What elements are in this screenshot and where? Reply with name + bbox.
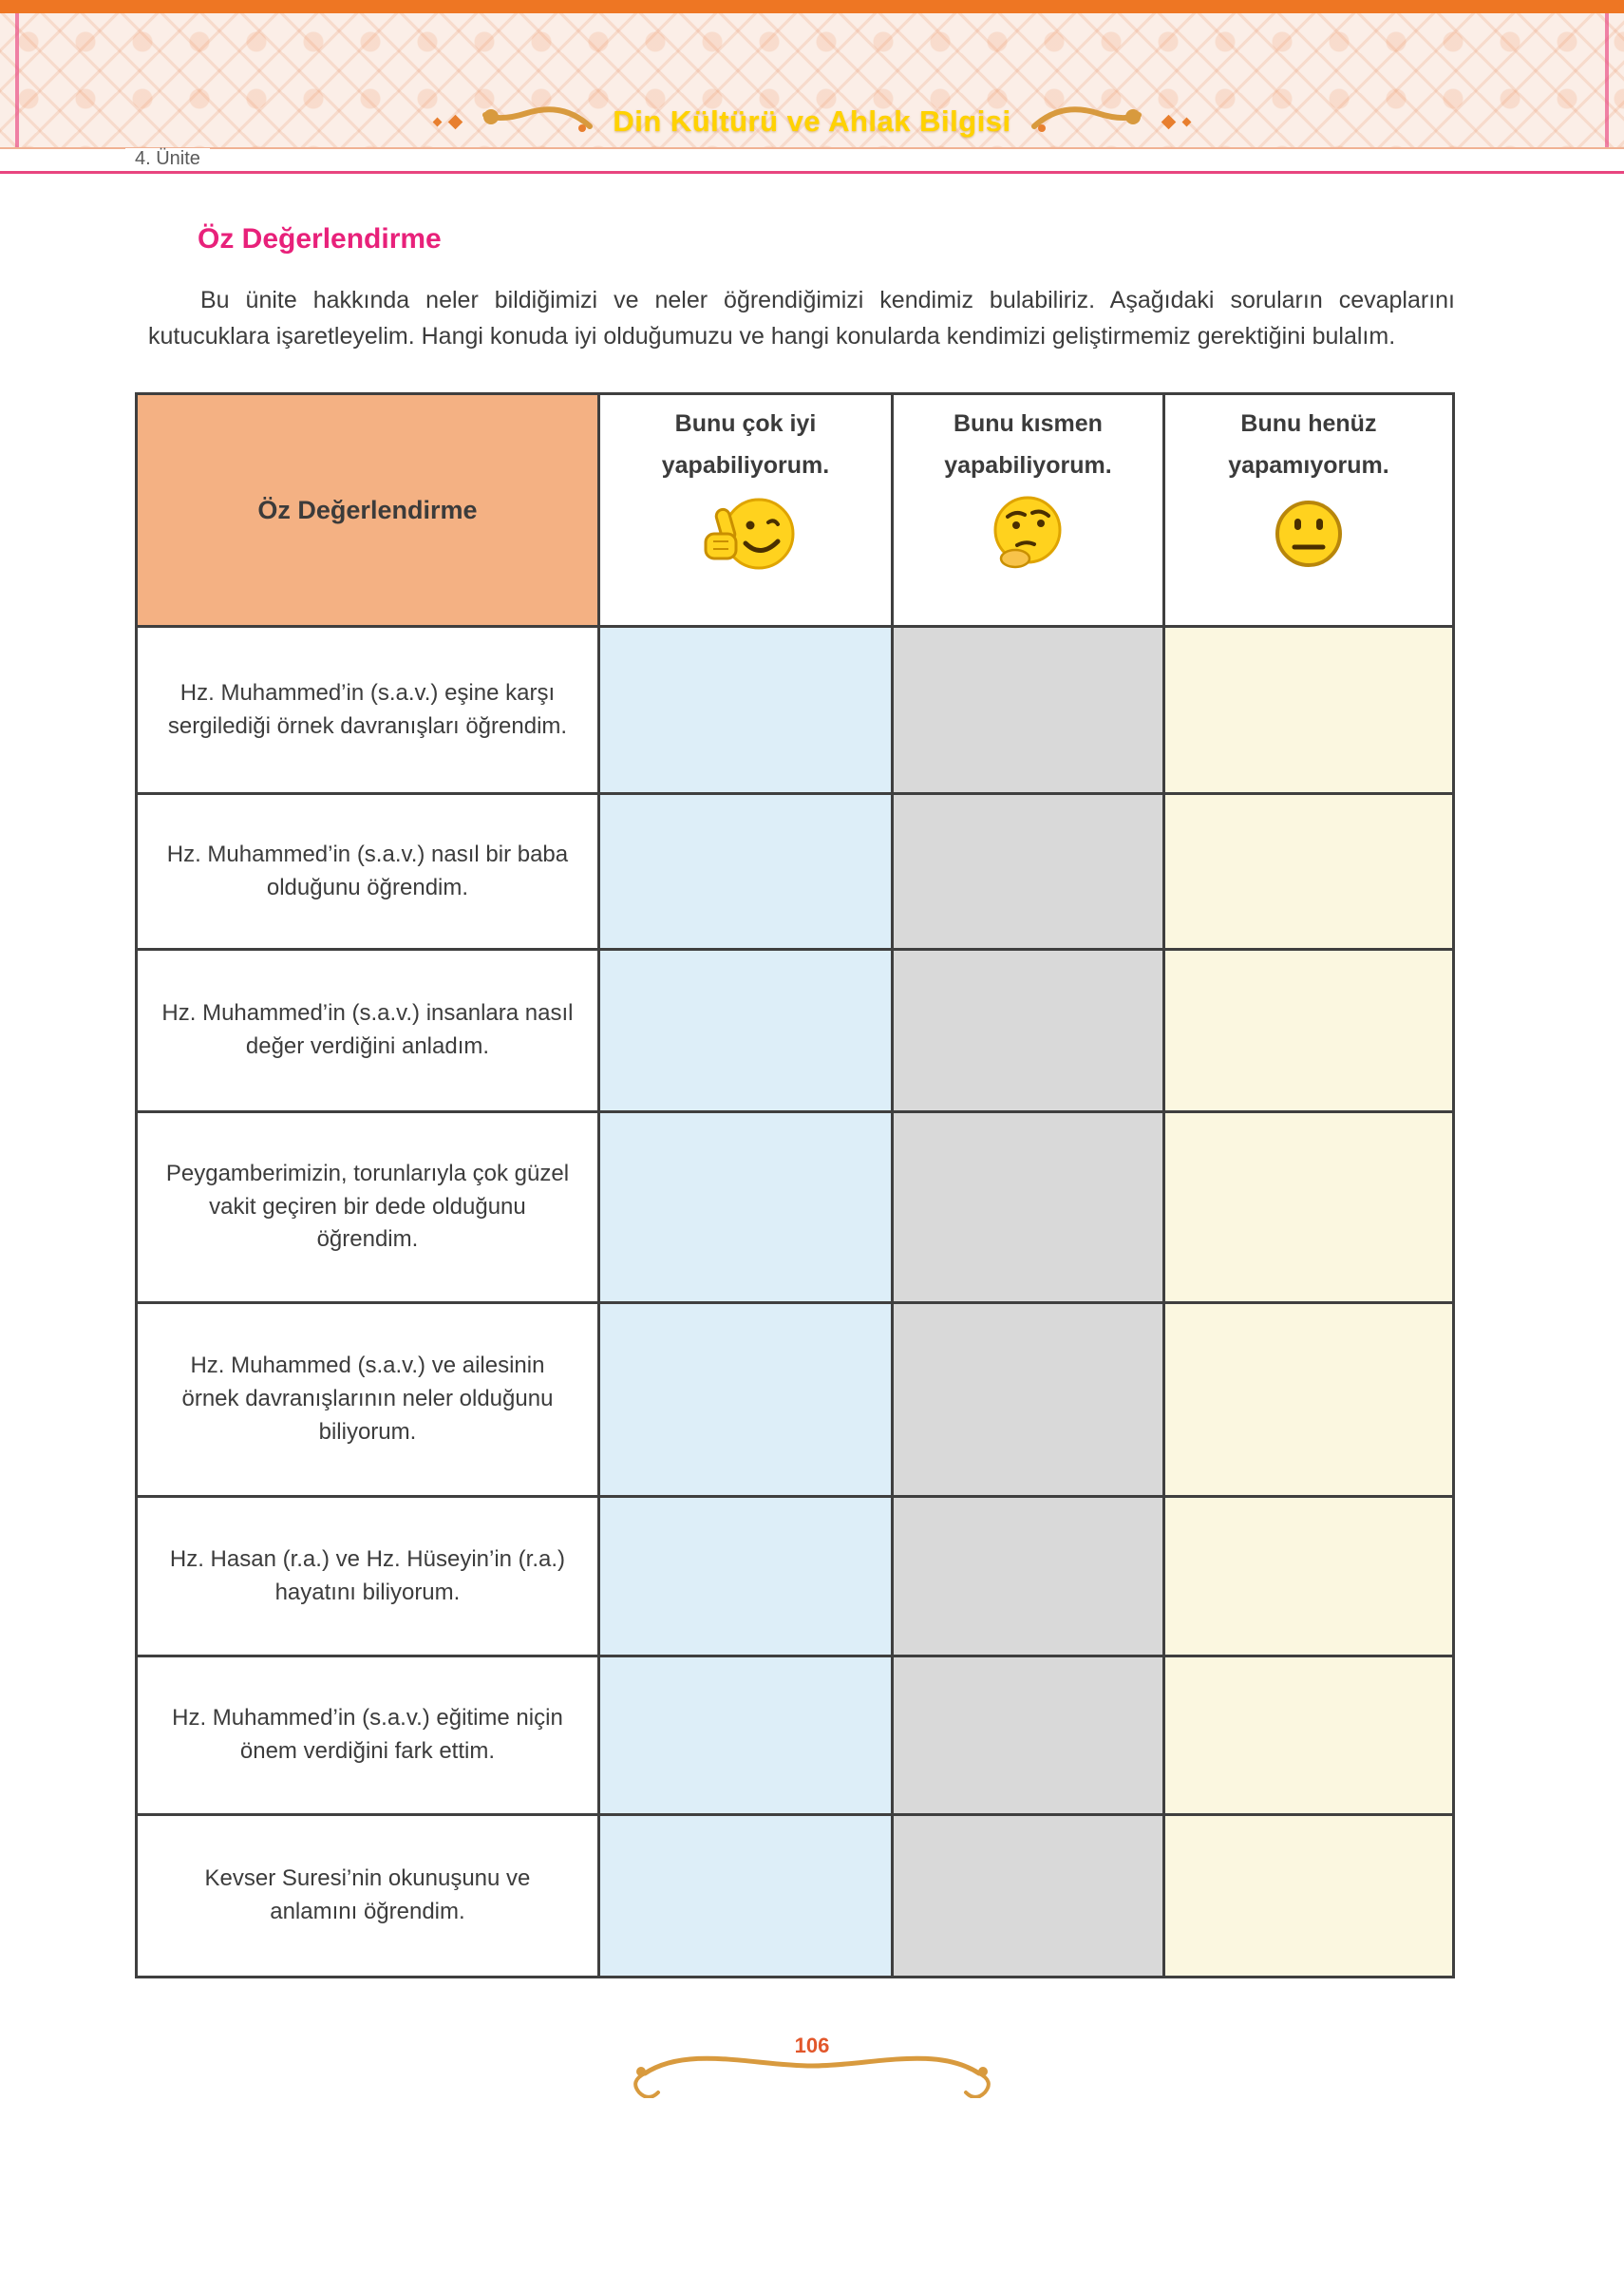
table-corner-header: Öz Değerlendirme	[137, 394, 599, 627]
page-content	[0, 223, 1624, 1978]
page-number: 106	[794, 2034, 830, 2057]
statement-cell: Hz. Hasan (r.a.) ve Hz. Hüseyin’in (r.a.) hayatını biliyorum.	[137, 1497, 599, 1656]
statement-cell: Hz. Muhammed’in (s.a.v.) eşine karşı sergilediği örnek davranışları öğrendim.	[137, 627, 599, 794]
table-row	[137, 1112, 1454, 1303]
statement-cell: Kevser Suresi’nin okunuşunu ve anlamını öğrendim.	[137, 1815, 599, 1978]
swirl-ornament-right	[1030, 100, 1144, 143]
table-row	[137, 950, 1454, 1112]
statement-cell: Peygamberimizin, torunlarıyla çok güzel vakit geçiren bir dede olduğunu öğrendim.	[137, 1112, 599, 1303]
answer-cell-good[interactable]	[598, 1815, 892, 1978]
page-footer	[613, 2028, 1011, 2098]
column-header-notyet	[1163, 394, 1453, 627]
unit-label: 4. Ünite	[125, 148, 210, 170]
column-header-partly	[893, 394, 1164, 627]
self-evaluation-table	[135, 392, 1455, 1978]
band-title-row	[0, 100, 1624, 143]
table-row	[137, 794, 1454, 950]
answer-cell-notyet[interactable]	[1163, 1112, 1453, 1303]
answer-cell-notyet[interactable]	[1163, 950, 1453, 1112]
answer-cell-good[interactable]	[598, 627, 892, 794]
diamond-ornament-right	[1163, 117, 1190, 127]
answer-cell-partly[interactable]	[893, 627, 1164, 794]
top-orange-bar	[0, 0, 1624, 13]
section-title: Öz Değerlendirme	[198, 223, 442, 255]
unit-row	[0, 149, 1624, 181]
column-header-partly-line2: yapabiliyorum.	[944, 451, 1112, 479]
answer-cell-good[interactable]	[598, 794, 892, 950]
table-row	[137, 1497, 1454, 1656]
table-header-row	[137, 394, 1454, 627]
column-header-partly-line1: Bunu kısmen	[953, 410, 1103, 437]
column-header-good-line2: yapabiliyorum.	[661, 451, 830, 479]
answer-cell-notyet[interactable]	[1163, 794, 1453, 950]
answer-cell-partly[interactable]	[893, 1303, 1164, 1497]
answer-cell-good[interactable]	[598, 1656, 892, 1815]
table-row	[137, 627, 1454, 794]
answer-cell-partly[interactable]	[893, 1112, 1164, 1303]
thinking-face-icon	[987, 494, 1068, 574]
column-header-notyet-line1: Bunu henüz	[1240, 410, 1377, 437]
statement-cell: Hz. Muhammed’in (s.a.v.) nasıl bir baba olduğunu öğrendim.	[137, 794, 599, 950]
answer-cell-notyet[interactable]	[1163, 1815, 1453, 1978]
answer-cell-partly[interactable]	[893, 794, 1164, 950]
answer-cell-partly[interactable]	[893, 1656, 1164, 1815]
pink-divider-line	[0, 171, 1624, 174]
answer-cell-partly[interactable]	[893, 950, 1164, 1112]
swirl-ornament-left	[480, 100, 594, 143]
statement-cell: Hz. Muhammed (s.a.v.) ve ailesinin örnek davranışlarının neler olduğunu biliyorum.	[137, 1303, 599, 1497]
diamond-ornament-left	[434, 117, 461, 127]
column-header-notyet-line2: yapamıyorum.	[1228, 451, 1389, 479]
answer-cell-good[interactable]	[598, 1497, 892, 1656]
answer-cell-partly[interactable]	[893, 1497, 1164, 1656]
statement-cell: Hz. Muhammed’in (s.a.v.) eğitime niçin önem verdiğini fark ettim.	[137, 1656, 599, 1815]
decorative-header	[0, 0, 1624, 149]
thumbs-up-smiley-icon	[690, 494, 801, 574]
book-title: Din Kültürü ve Ahlak Bilgisi	[613, 104, 1011, 138]
intro-paragraph: Bu ünite hakkında neler bildiğimizi ve neler öğrendiğimizi kendimiz bulabiliriz. Aşağıdaki soruların cevaplarını kutucuklara işaretleyelim. Hangi konuda iyi olduğumuzu ve hangi konularda kendimizi geliştirmemiz gerektiğini bulalım.	[148, 287, 1455, 350]
answer-cell-good[interactable]	[598, 1303, 892, 1497]
neutral-face-icon	[1269, 494, 1349, 574]
answer-cell-notyet[interactable]	[1163, 1497, 1453, 1656]
table-row	[137, 1815, 1454, 1978]
table-row	[137, 1303, 1454, 1497]
column-header-good-line1: Bunu çok iyi	[674, 410, 817, 437]
answer-cell-notyet[interactable]	[1163, 627, 1453, 794]
answer-cell-good[interactable]	[598, 950, 892, 1112]
answer-cell-notyet[interactable]	[1163, 1303, 1453, 1497]
answer-cell-partly[interactable]	[893, 1815, 1164, 1978]
table-row	[137, 1656, 1454, 1815]
statement-cell: Hz. Muhammed’in (s.a.v.) insanlara nasıl değer verdiğini anladım.	[137, 950, 599, 1112]
answer-cell-good[interactable]	[598, 1112, 892, 1303]
answer-cell-notyet[interactable]	[1163, 1656, 1453, 1815]
ornamental-pattern-band	[0, 13, 1624, 149]
column-header-good	[598, 394, 892, 627]
